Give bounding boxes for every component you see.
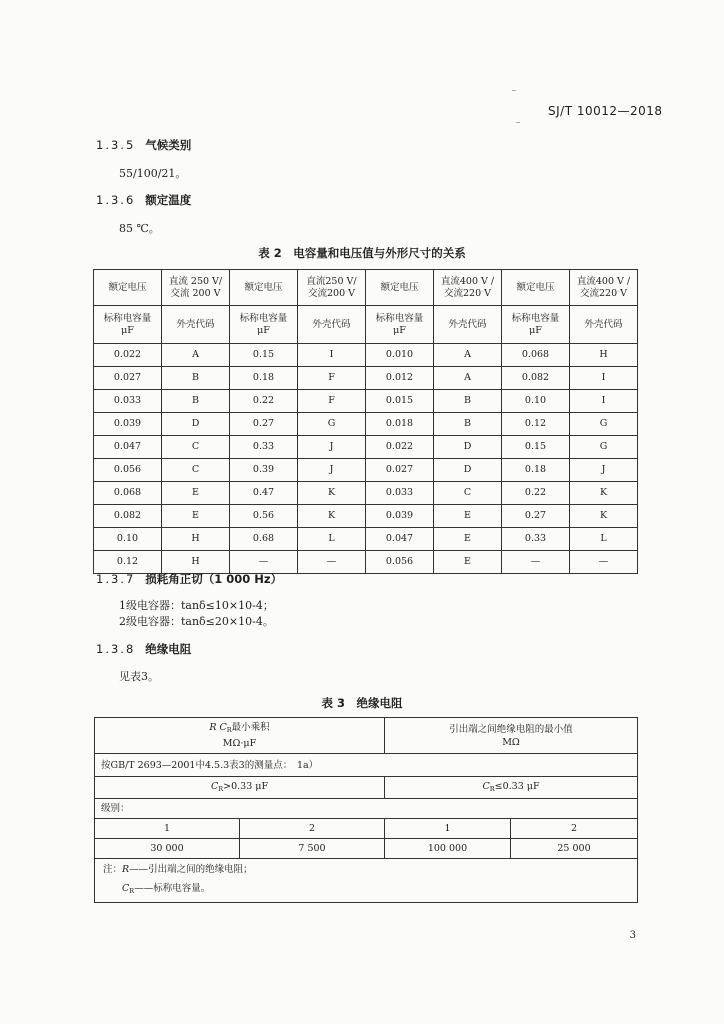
section-title: 损耗角正切（1 000 Hz） bbox=[145, 572, 283, 586]
table-cell: — bbox=[230, 551, 298, 574]
table-cell: 0.033 bbox=[366, 482, 434, 505]
condition-small-cap bbox=[385, 777, 638, 799]
min-resistance-title: 引出端之间绝缘电阻的最小值 bbox=[449, 723, 573, 735]
section-title: 额定温度 bbox=[145, 193, 192, 207]
table-cell: 额定电压 bbox=[366, 270, 434, 306]
min-resistance-header bbox=[385, 718, 638, 754]
table-row bbox=[94, 306, 638, 344]
table-cell: K bbox=[570, 505, 638, 528]
table-cell: I bbox=[570, 367, 638, 390]
table-cell: J bbox=[570, 459, 638, 482]
table-cell: 0.068 bbox=[502, 344, 570, 367]
section-1-3-7-line-1: 1级电容器：tanδ≤10×10-4； bbox=[119, 599, 274, 612]
table-cell: H bbox=[162, 528, 230, 551]
table-cell: 标称电容量 μF bbox=[230, 306, 298, 344]
table-cell: C bbox=[162, 459, 230, 482]
table-cell: 0.027 bbox=[366, 459, 434, 482]
note-text: ——标称电容量。 bbox=[134, 883, 211, 894]
table-cell: 0.082 bbox=[502, 367, 570, 390]
capacitance-voltage-case-table bbox=[93, 269, 638, 574]
rc-product-header bbox=[95, 718, 385, 754]
section-number: 1.3.5 bbox=[96, 138, 136, 152]
table-cell: 0.10 bbox=[94, 528, 162, 551]
table-cell: 标称电容量 μF bbox=[366, 306, 434, 344]
table-cell: 0.39 bbox=[230, 459, 298, 482]
table-row bbox=[94, 390, 638, 413]
table-cell: 0.033 bbox=[94, 390, 162, 413]
table-cell: 0.18 bbox=[230, 367, 298, 390]
table-cell: 0.27 bbox=[502, 505, 570, 528]
section-1-3-8-heading bbox=[96, 641, 191, 657]
table-cell: K bbox=[298, 505, 366, 528]
table-cell: A bbox=[434, 367, 502, 390]
scan-mark bbox=[516, 122, 520, 123]
rc-symbol: R C bbox=[209, 722, 227, 733]
table-cell: 0.010 bbox=[366, 344, 434, 367]
table-cell: 外壳代码 bbox=[434, 306, 502, 344]
table-cell: 额定电压 bbox=[230, 270, 298, 306]
condition-text: >0.33 μF bbox=[223, 780, 269, 792]
cap-symbol: C bbox=[210, 780, 219, 792]
table-row bbox=[94, 505, 638, 528]
grade-cell: 1 bbox=[95, 819, 240, 839]
table-cell: H bbox=[162, 551, 230, 574]
table-cell: 直流 250 V/ 交流 200 V bbox=[162, 270, 230, 306]
table-cell: 0.33 bbox=[502, 528, 570, 551]
table-cell: 0.12 bbox=[94, 551, 162, 574]
table-row bbox=[94, 528, 638, 551]
rc-unit: MΩ·μF bbox=[222, 738, 257, 749]
table-cell: 0.027 bbox=[94, 367, 162, 390]
table-cell: 0.039 bbox=[366, 505, 434, 528]
table-row bbox=[95, 718, 638, 754]
table-cell: 0.22 bbox=[230, 390, 298, 413]
note-symbol: R bbox=[122, 864, 130, 875]
table-cell: H bbox=[570, 344, 638, 367]
table-cell: D bbox=[162, 413, 230, 436]
section-1-3-6-heading bbox=[96, 192, 191, 208]
table-cell: K bbox=[298, 482, 366, 505]
table-row bbox=[94, 436, 638, 459]
condition-text: ≤0.33 μF bbox=[494, 780, 540, 792]
table-cell: G bbox=[298, 413, 366, 436]
scan-mark bbox=[512, 90, 516, 91]
table-row bbox=[94, 367, 638, 390]
standard-code: SJ/T 10012—2018 bbox=[548, 104, 663, 118]
notes-cell bbox=[95, 859, 638, 903]
table-cell: E bbox=[434, 551, 502, 574]
rc-subscript: R bbox=[226, 726, 232, 734]
section-1-3-7-heading bbox=[96, 571, 282, 587]
table-cell: B bbox=[162, 390, 230, 413]
table-cell: 额定电压 bbox=[502, 270, 570, 306]
table-cell: 0.015 bbox=[366, 390, 434, 413]
table-row bbox=[94, 344, 638, 367]
table-row bbox=[95, 754, 638, 777]
section-1-3-5-body: 55/100/21。 bbox=[119, 167, 187, 180]
table-cell: 0.12 bbox=[502, 413, 570, 436]
table-cell: 0.018 bbox=[366, 413, 434, 436]
section-number: 1.3.8 bbox=[96, 642, 136, 656]
table-cell: 0.047 bbox=[94, 436, 162, 459]
table-row bbox=[94, 270, 638, 306]
section-number: 1.3.6 bbox=[96, 193, 136, 207]
table-cell: 0.56 bbox=[230, 505, 298, 528]
note-prefix: 注： bbox=[103, 864, 123, 875]
table-cell: 标称电容量 μF bbox=[502, 306, 570, 344]
section-number: 1.3.7 bbox=[96, 572, 136, 586]
rc-title: 最小乘积 bbox=[231, 722, 270, 733]
cap-subscript: R bbox=[218, 784, 224, 793]
page-number: 3 bbox=[629, 930, 636, 941]
table-cell: 外壳代码 bbox=[162, 306, 230, 344]
table-cell: J bbox=[298, 459, 366, 482]
value-cell: 7 500 bbox=[240, 839, 385, 859]
table-cell: J bbox=[298, 436, 366, 459]
table-cell: L bbox=[298, 528, 366, 551]
value-cell: 30 000 bbox=[95, 839, 240, 859]
table-cell: D bbox=[434, 436, 502, 459]
table-cell: E bbox=[434, 528, 502, 551]
table-cell: B bbox=[434, 390, 502, 413]
table-cell: 额定电压 bbox=[94, 270, 162, 306]
table-cell: 外壳代码 bbox=[298, 306, 366, 344]
section-1-3-6-body: 85 ℃。 bbox=[119, 222, 160, 235]
table-cell: E bbox=[162, 482, 230, 505]
table-cell: 0.10 bbox=[502, 390, 570, 413]
section-title: 气候类别 bbox=[145, 138, 192, 152]
table-cell: 直流400 V / 交流220 V bbox=[570, 270, 638, 306]
table-cell: 外壳代码 bbox=[570, 306, 638, 344]
table-cell: C bbox=[162, 436, 230, 459]
table-cell: 0.18 bbox=[502, 459, 570, 482]
table-cell: 0.47 bbox=[230, 482, 298, 505]
table-cell: 0.33 bbox=[230, 436, 298, 459]
table-3-caption: 表 3 绝缘电阻 bbox=[321, 696, 403, 710]
insulation-resistance-table bbox=[94, 717, 638, 903]
table-cell: C bbox=[434, 482, 502, 505]
table-cell: G bbox=[570, 436, 638, 459]
table-cell: 0.012 bbox=[366, 367, 434, 390]
note-line-1 bbox=[103, 863, 631, 876]
value-cell: 25 000 bbox=[511, 839, 638, 859]
table-cell: 0.068 bbox=[94, 482, 162, 505]
table-cell: D bbox=[434, 459, 502, 482]
table-cell: 标称电容量 μF bbox=[94, 306, 162, 344]
measure-point-cell: 按GB/T 2693—2001中4.5.3表3的测量点： 1a） bbox=[95, 754, 638, 777]
table-cell: I bbox=[570, 390, 638, 413]
table-cell: 0.15 bbox=[502, 436, 570, 459]
table-cell: F bbox=[298, 390, 366, 413]
table-2-caption: 表 2 电容量和电压值与外形尺寸的关系 bbox=[258, 246, 466, 260]
grade-cell: 2 bbox=[240, 819, 385, 839]
section-1-3-5-heading bbox=[96, 137, 191, 153]
table-cell: K bbox=[570, 482, 638, 505]
table-cell: 0.056 bbox=[94, 459, 162, 482]
note-symbol: C bbox=[122, 883, 130, 894]
grade-cell: 1 bbox=[385, 819, 511, 839]
note-line-2 bbox=[103, 882, 631, 898]
table-row bbox=[94, 413, 638, 436]
table-cell: B bbox=[434, 413, 502, 436]
table-cell: 0.022 bbox=[94, 344, 162, 367]
table-cell: 0.68 bbox=[230, 528, 298, 551]
table-row bbox=[95, 799, 638, 819]
table-cell: 直流400 V / 交流220 V bbox=[434, 270, 502, 306]
table-cell: A bbox=[162, 344, 230, 367]
section-1-3-8-body: 见表3。 bbox=[119, 670, 159, 683]
table-row bbox=[94, 482, 638, 505]
section-title: 绝缘电阻 bbox=[145, 642, 192, 656]
table-cell: — bbox=[298, 551, 366, 574]
note-subscript: R bbox=[129, 887, 135, 895]
cap-subscript: R bbox=[489, 784, 495, 793]
table-cell: 0.047 bbox=[366, 528, 434, 551]
table-cell: B bbox=[162, 367, 230, 390]
table-row bbox=[94, 459, 638, 482]
table-row bbox=[95, 819, 638, 839]
min-resistance-unit: MΩ bbox=[502, 736, 520, 748]
table-cell: 0.056 bbox=[366, 551, 434, 574]
cap-symbol: C bbox=[482, 780, 490, 792]
table-cell: L bbox=[570, 528, 638, 551]
table-cell: 直流250 V/ 交流200 V bbox=[298, 270, 366, 306]
table-cell: A bbox=[434, 344, 502, 367]
table-cell: I bbox=[298, 344, 366, 367]
table-cell: 0.039 bbox=[94, 413, 162, 436]
table-cell: 0.22 bbox=[502, 482, 570, 505]
table-cell: — bbox=[502, 551, 570, 574]
grade-cell: 2 bbox=[511, 819, 638, 839]
table-cell: E bbox=[434, 505, 502, 528]
condition-large-cap bbox=[95, 777, 385, 799]
table-cell: G bbox=[570, 413, 638, 436]
table-cell: E bbox=[162, 505, 230, 528]
table-row bbox=[95, 777, 638, 799]
table-cell: 0.15 bbox=[230, 344, 298, 367]
table-row bbox=[95, 859, 638, 903]
table-cell: F bbox=[298, 367, 366, 390]
value-cell: 100 000 bbox=[385, 839, 511, 859]
table-cell: 0.082 bbox=[94, 505, 162, 528]
table-cell: — bbox=[570, 551, 638, 574]
grade-label-cell: 级别： bbox=[95, 799, 638, 819]
section-1-3-7-line-2: 2级电容器：tanδ≤20×10-4。 bbox=[119, 615, 274, 628]
table-cell: 0.022 bbox=[366, 436, 434, 459]
table-row bbox=[95, 839, 638, 859]
table-cell: 0.27 bbox=[230, 413, 298, 436]
note-text: ——引出端之间的绝缘电阻； bbox=[129, 864, 253, 875]
